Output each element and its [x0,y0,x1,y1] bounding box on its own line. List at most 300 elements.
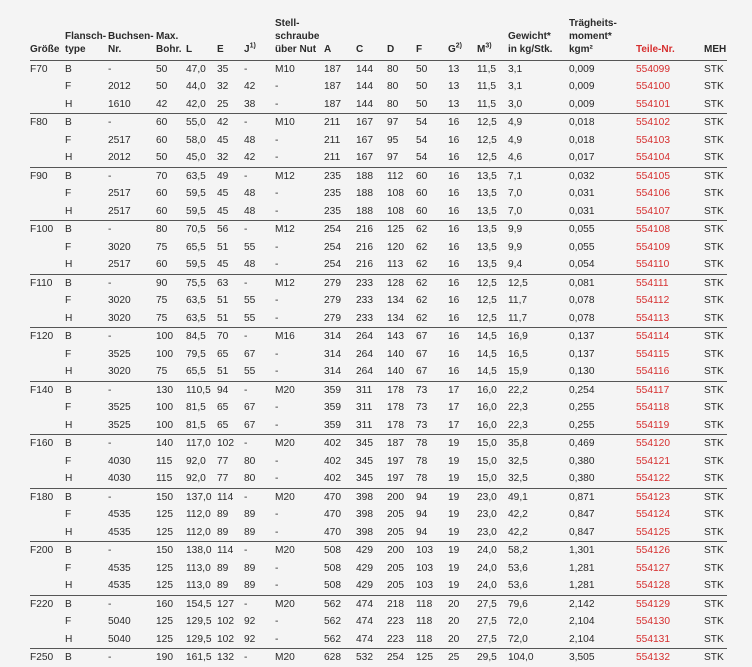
cell-c: 474 [356,616,373,627]
cell-weight: 7,0 [508,188,523,199]
cell-part-no: 554124 [636,509,670,520]
cell-m: 24,0 [477,562,497,574]
cell-g: 17 [448,419,460,431]
cell-g: 19 [448,580,460,591]
footnote-marker: 2) [455,42,463,50]
cell-set-screw: M10 [275,114,324,132]
cell-j: - [244,542,275,560]
cell-size: F100 [30,221,65,239]
cell-e: 102 [217,633,234,645]
cell-max-bore: 140 [156,435,186,453]
cell-a: 187 [324,60,356,78]
header-flange-type: Flansch- type [65,30,107,55]
cell-d: 178 [387,381,416,399]
cell-unit: STK [704,152,724,163]
cell-c: 311 [356,419,373,431]
cell-a: 279 [324,312,341,324]
cell-g: 16 [448,134,460,146]
cell-size [30,96,65,114]
cell-l: 44,0 [186,81,206,92]
cell-e: 45 [217,259,229,270]
cell-unit: STK [704,402,724,413]
cell-l: 59,5 [186,188,206,199]
cell-g: 19 [448,526,460,538]
cell-j: - [244,435,275,453]
cell-inertia: 0,032 [569,167,636,185]
cell-unit: STK [704,221,727,239]
cell-size: F110 [30,274,65,292]
table-row [30,239,727,257]
cell-g: 17 [448,402,460,413]
table-row [30,381,727,399]
cell-f: 54 [416,134,428,146]
cell-f: 54 [416,152,428,163]
cell-flange-type: H [65,259,73,270]
cell-weight: 9,9 [508,221,569,239]
cell-set-screw: - [275,509,279,520]
cell-inertia: 0,137 [569,348,595,360]
cell-j: 55 [244,295,256,306]
cell-max-bore: 75 [156,295,168,306]
cell-a: 508 [324,580,341,591]
cell-m: 12,5 [477,274,508,292]
header-a: A [324,43,332,55]
cell-l: 45,0 [186,152,206,163]
cell-m: 27,5 [477,616,497,627]
cell-unit: STK [704,633,724,645]
cell-part-no: 554100 [636,81,670,92]
cell-flange-type: F [65,241,72,253]
cell-max-bore: 125 [156,580,173,591]
cell-flange-type: H [65,473,73,484]
cell-flange-type: F [65,348,72,360]
cell-weight: 32,5 [508,473,528,484]
cell-l: 47,0 [186,60,217,78]
cell-j: - [244,221,275,239]
cell-j: - [244,595,275,613]
cell-a: 508 [324,562,341,574]
cell-g: 16 [448,328,477,346]
cell-flange-type: F [65,455,72,467]
cell-d: 125 [387,221,416,239]
cell-m: 12,5 [477,134,497,146]
cell-weight: 9,4 [508,259,523,270]
cell-c: 188 [356,205,373,217]
cell-l: 137,0 [186,488,217,506]
cell-a: 187 [324,81,341,92]
cell-flange-type: F [65,402,72,413]
cell-inertia: 0,469 [569,435,636,453]
cell-e: 114 [217,542,244,560]
cell-part-no: 554108 [636,221,704,239]
cell-f: 62 [416,312,428,324]
cell-m: 13,5 [477,167,508,185]
cell-bushing-no: - [108,274,156,292]
cell-size [30,256,65,274]
cell-c: 167 [356,114,387,132]
cell-d: 95 [387,134,399,146]
cell-m: 13,5 [477,241,497,253]
cell-set-screw: M12 [275,221,324,239]
cell-set-screw: - [275,348,279,360]
cell-inertia: 0,871 [569,488,636,506]
cell-f: 50 [416,60,448,78]
cell-m: 24,0 [477,542,508,560]
cell-g: 13 [448,98,460,110]
cell-part-no: 554115 [636,348,670,360]
table-row [30,114,727,132]
cell-bushing-no: 4535 [108,526,131,538]
cell-flange-type: H [65,580,73,591]
cell-weight: 58,2 [508,542,569,560]
cell-a: 211 [324,134,341,146]
cell-j: 55 [244,312,256,324]
cell-part-no: 554117 [636,381,704,399]
cell-j: 48 [244,259,256,270]
cell-size: F160 [30,435,65,453]
header-m: $M^{3)}$ [477,42,492,55]
cell-bushing-no: - [108,60,156,78]
cell-set-screw: M20 [275,542,324,560]
cell-c: 532 [356,649,387,667]
cell-c: 345 [356,473,373,484]
cell-d: 140 [387,366,404,377]
cell-d: 108 [387,188,404,199]
cell-unit: STK [704,419,724,431]
cell-l: 79,5 [186,348,206,360]
cell-flange-type: H [65,205,73,217]
cell-m: 27,5 [477,595,508,613]
cell-f: 50 [416,81,428,92]
cell-a: 470 [324,488,356,506]
cell-j: 89 [244,580,256,591]
cell-d: 178 [387,402,404,413]
cell-f: 62 [416,241,428,253]
header-d: D [387,43,395,55]
cell-max-bore: 90 [156,274,186,292]
cell-flange-type: F [65,134,72,146]
header-l: L [186,43,193,55]
cell-bushing-no: 2517 [108,205,131,217]
cell-inertia: 0,255 [569,402,595,413]
cell-e: 77 [217,455,229,467]
cell-l: 65,5 [186,241,206,253]
cell-j: 92 [244,633,256,645]
cell-c: 429 [356,580,373,591]
cell-part-no: 554127 [636,562,670,574]
cell-weight: 11,7 [508,312,528,324]
cell-weight: 22,3 [508,402,528,413]
cell-flange-type: B [65,488,108,506]
cell-l: 138,0 [186,542,217,560]
cell-set-screw: - [275,366,279,377]
cell-d: 120 [387,241,404,253]
cell-part-no: 554121 [636,455,670,467]
cell-weight: 7,0 [508,205,523,217]
cell-m: 11,5 [477,60,508,78]
cell-f: 103 [416,580,433,591]
cell-flange-type: F [65,188,72,199]
cell-e: 51 [217,312,229,324]
cell-j: 55 [244,366,256,377]
cell-e: 56 [217,221,244,239]
cell-inertia: 0,847 [569,509,595,520]
table-row [30,453,727,471]
cell-size [30,631,65,649]
cell-d: 197 [387,455,404,467]
table-row [30,203,727,221]
cell-max-bore: 60 [156,114,186,132]
cell-m: 13,5 [477,205,497,217]
cell-bushing-no: - [108,381,156,399]
cell-m: 11,5 [477,98,497,110]
table-row [30,292,727,310]
cell-e: 94 [217,381,244,399]
cell-d: 108 [387,205,404,217]
cell-size: F180 [30,488,65,506]
cell-set-screw: - [275,616,279,627]
cell-inertia: 1,301 [569,542,636,560]
cell-a: 235 [324,167,356,185]
cell-inertia: 1,281 [569,580,595,591]
cell-flange-type: B [65,60,108,78]
header-unit: MEH [704,43,727,55]
cell-bushing-no: 3020 [108,366,131,377]
cell-unit: STK [704,295,724,306]
cell-a: 470 [324,509,341,520]
cell-max-bore: 60 [156,188,168,199]
cell-m: 16,0 [477,419,497,431]
cell-set-screw: M20 [275,435,324,453]
cell-flange-type: H [65,98,73,110]
cell-a: 562 [324,633,341,645]
cell-unit: STK [704,81,724,92]
table-row [30,363,727,381]
cell-part-no: 554129 [636,595,704,613]
cell-inertia: 0,380 [569,473,595,484]
table-row [30,542,727,560]
cell-j: - [244,328,275,346]
cell-max-bore: 60 [156,205,168,217]
cell-max-bore: 160 [156,595,186,613]
cell-size [30,363,65,381]
cell-g: 20 [448,616,460,627]
cell-a: 314 [324,328,356,346]
cell-g: 16 [448,114,477,132]
table-row [30,310,727,328]
cell-inertia: 1,281 [569,562,595,574]
cell-weight: 3,1 [508,81,523,92]
cell-set-screw: - [275,152,279,163]
table-row [30,649,727,667]
cell-flange-type: H [65,633,73,645]
cell-a: 187 [324,98,341,110]
cell-bushing-no: 3525 [108,348,131,360]
cell-c: 429 [356,542,387,560]
cell-g: 16 [448,241,460,253]
cell-c: 398 [356,509,373,520]
cell-max-bore: 50 [156,152,168,163]
cell-weight: 104,0 [508,649,569,667]
cell-c: 233 [356,274,387,292]
cell-d: 80 [387,60,416,78]
cell-inertia: 2,142 [569,595,636,613]
cell-bushing-no: 2517 [108,188,131,199]
cell-a: 402 [324,435,356,453]
cell-unit: STK [704,595,727,613]
cell-flange-type: B [65,328,108,346]
cell-part-no: 554109 [636,241,670,253]
table-header-row [30,10,727,60]
cell-e: 51 [217,295,229,306]
cell-weight: 22,2 [508,381,569,399]
table-row [30,328,727,346]
cell-e: 65 [217,402,229,413]
cell-part-no: 554106 [636,188,670,199]
table-row [30,78,727,96]
cell-c: 474 [356,633,373,645]
cell-a: 359 [324,402,341,413]
cell-l: 117,0 [186,435,217,453]
cell-d: 112 [387,167,416,185]
cell-set-screw: - [275,312,279,324]
cell-e: 49 [217,167,244,185]
cell-f: 67 [416,328,448,346]
table-row [30,221,727,239]
cell-c: 216 [356,241,373,253]
cell-weight: 32,5 [508,455,528,467]
cell-d: 200 [387,488,416,506]
cell-g: 13 [448,81,460,92]
cell-c: 474 [356,595,387,613]
cell-c: 144 [356,98,373,110]
cell-set-screw: - [275,419,279,431]
cell-e: 114 [217,488,244,506]
cell-inertia: 0,018 [569,114,636,132]
cell-d: 80 [387,98,399,110]
table-row [30,60,727,78]
cell-e: 45 [217,134,229,146]
cell-unit: STK [704,167,727,185]
cell-g: 13 [448,60,477,78]
cell-m: 11,5 [477,81,497,92]
cell-inertia: 0,018 [569,134,595,146]
cell-e: 45 [217,188,229,199]
cell-max-bore: 75 [156,241,168,253]
cell-e: 77 [217,473,229,484]
cell-l: 113,0 [186,562,211,574]
cell-j: - [244,167,275,185]
cell-size [30,506,65,524]
cell-e: 32 [217,152,229,163]
cell-flange-type: F [65,616,72,627]
cell-d: 113 [387,259,404,270]
cell-bushing-no: 2517 [108,259,131,270]
cell-l: 58,0 [186,134,206,146]
cell-g: 16 [448,274,477,292]
cell-f: 62 [416,221,448,239]
cell-j: - [244,488,275,506]
cell-inertia: 0,254 [569,381,636,399]
cell-m: 12,5 [477,114,508,132]
header-size: Größe [30,43,60,55]
cell-inertia: 0,009 [569,81,595,92]
cell-bushing-no: 2517 [108,134,131,146]
cell-g: 20 [448,595,477,613]
cell-l: 81,5 [186,419,206,431]
cell-f: 67 [416,348,428,360]
cell-e: 102 [217,435,244,453]
cell-d: 205 [387,509,404,520]
cell-a: 254 [324,241,341,253]
footnote-marker: 3) [485,42,492,50]
cell-part-no: 554102 [636,114,704,132]
cell-max-bore: 60 [156,259,168,270]
cell-g: 16 [448,348,460,360]
cell-f: 103 [416,562,433,574]
cell-l: 154,5 [186,595,217,613]
cell-part-no: 554107 [636,205,670,217]
cell-set-screw: - [275,562,279,574]
cell-f: 94 [416,488,448,506]
cell-size: F140 [30,381,65,399]
cell-max-bore: 80 [156,221,186,239]
cell-e: 65 [217,419,229,431]
cell-m: 13,5 [477,221,508,239]
cell-c: 144 [356,81,373,92]
cell-weight: 11,7 [508,295,528,306]
cell-d: 97 [387,114,416,132]
cell-m: 13,5 [477,259,497,270]
cell-m: 13,5 [477,188,497,199]
cell-flange-type: H [65,366,73,377]
cell-a: 359 [324,381,356,399]
cell-m: 14,5 [477,348,497,360]
cell-l: 92,0 [186,455,206,467]
cell-j: 42 [244,152,256,163]
cell-bushing-no: - [108,114,156,132]
cell-g: 16 [448,221,477,239]
cell-d: 187 [387,435,416,453]
cell-unit: STK [704,509,724,520]
cell-f: 78 [416,473,428,484]
cell-d: 218 [387,595,416,613]
cell-max-bore: 50 [156,60,186,78]
cell-bushing-no: 2012 [108,81,131,92]
cell-part-no: 554118 [636,402,670,413]
product-spec-table [30,10,727,667]
table-row [30,506,727,524]
cell-g: 19 [448,509,460,520]
cell-l: 110,5 [186,381,217,399]
cell-e: 132 [217,649,244,667]
cell-unit: STK [704,60,727,78]
cell-flange-type: H [65,526,73,538]
cell-g: 19 [448,473,460,484]
cell-bushing-no: 3525 [108,419,131,431]
cell-inertia: 2,104 [569,616,595,627]
cell-d: 178 [387,419,404,431]
cell-part-no: 554131 [636,633,670,645]
cell-g: 19 [448,455,460,467]
cell-weight: 12,5 [508,274,569,292]
cell-j: - [244,649,275,667]
cell-inertia: 0,017 [569,152,595,163]
cell-g: 25 [448,649,477,667]
header-c: C [356,43,364,55]
cell-l: 129,5 [186,633,212,645]
cell-j: 89 [244,562,256,574]
